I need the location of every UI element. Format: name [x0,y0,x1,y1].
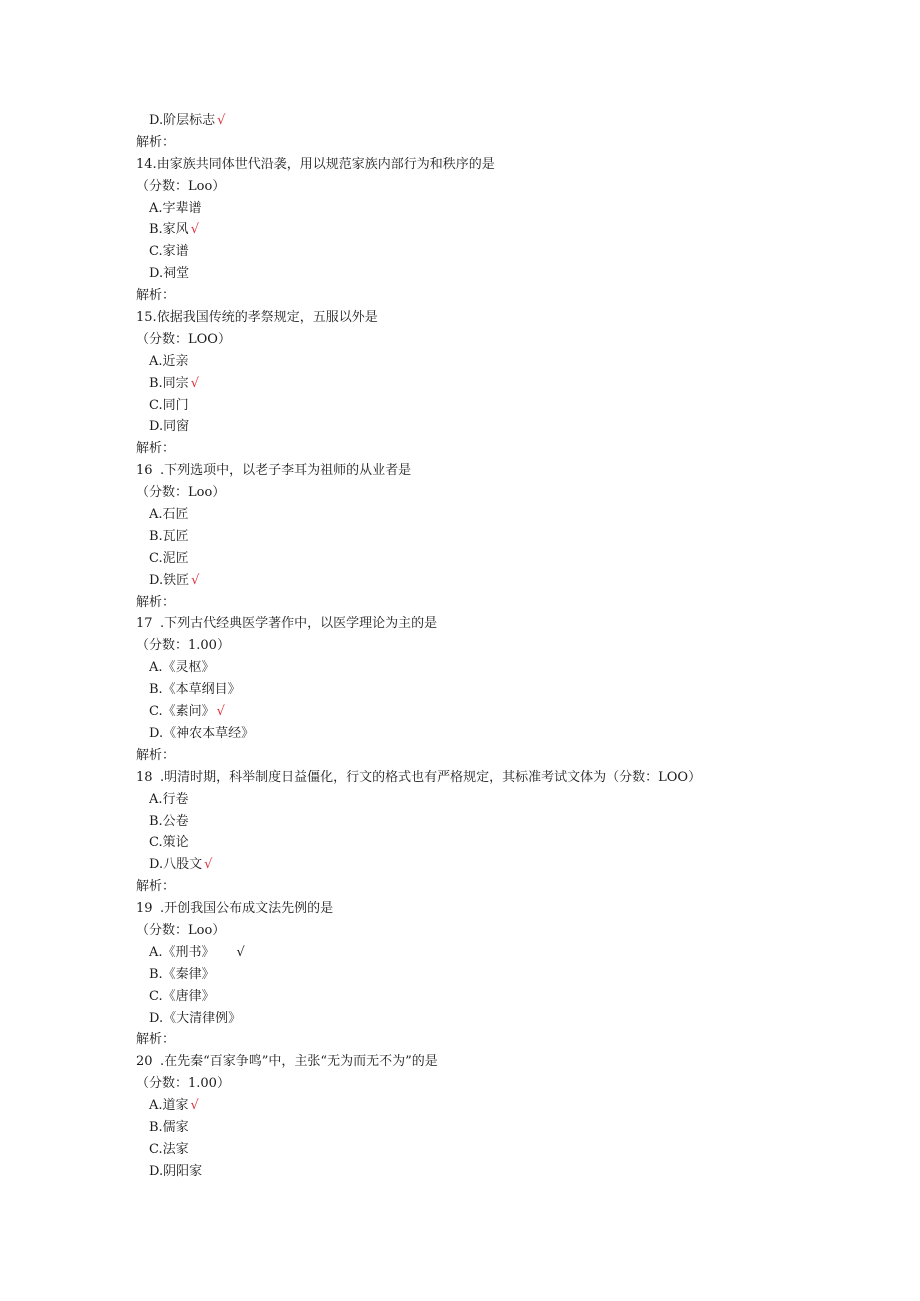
analysis-text: 解析： [136,441,176,457]
answer-option [136,1008,776,1030]
answer-option [136,504,776,526]
answer-option [136,811,776,833]
analysis-label [136,745,776,767]
option-text: A.《灵枢》 [149,660,215,676]
answer-option [136,1117,776,1139]
option-text: C.泥匠 [149,550,189,566]
answer-option [136,832,776,854]
score-text: （分数：LOO） [136,331,231,347]
option-text: A.《刑书》 [149,944,215,960]
answer-option [136,1095,776,1117]
option-text: B.瓦匠 [149,528,189,544]
option-text: D.阶层标志 [149,113,216,128]
answer-option [136,526,776,548]
score-text: （分数：1.00） [136,1076,230,1092]
question-text: .明清时期，科举制度日益僵化，行文的格式也有严格规定，其标准考试文体为（分数：LOO） [160,769,702,785]
answer-option [136,241,776,263]
option-text: C.策论 [149,835,189,851]
answer-option [136,263,776,285]
answer-option [136,198,776,220]
question-number: 17 [136,616,153,632]
answer-option [136,679,776,701]
question-number: 14. [136,156,157,172]
question-stem [136,898,776,920]
score-text: （分数：Loo） [136,178,226,194]
answer-option [136,416,776,438]
question-score [136,329,776,351]
question-stem [136,307,776,329]
analysis-text: 解析： [136,879,176,895]
question-stem [136,1051,776,1073]
option-text: D.阴阳家 [149,1163,203,1179]
analysis-label [136,1029,776,1051]
option-text: A.近亲 [149,353,189,369]
option-text: D.《大清律例》 [149,1010,242,1026]
question-number: 16 [136,463,153,479]
answer-option [136,964,776,986]
question-number: 15. [136,310,157,326]
option-text: C.家谱 [149,244,189,260]
answer-option [136,1161,776,1183]
answer-option [136,110,776,132]
option-text: D.铁匠 [149,572,190,588]
option-text: B.儒家 [149,1119,189,1135]
option-text: C.法家 [149,1141,189,1157]
option-text: B.同宗 [149,375,189,391]
answer-option [136,701,776,723]
correct-answer-check-icon: √ [204,857,213,873]
answer-option [136,351,776,373]
option-text: A.石匠 [149,507,189,523]
correct-answer-check-icon: √ [190,222,199,238]
option-text: D.《神农本草经》 [149,725,255,741]
correct-answer-check-icon: √ [217,113,226,128]
analysis-label [136,132,776,154]
answer-option [136,1139,776,1161]
correct-answer-check-icon: √ [191,572,200,588]
question-score [136,920,776,942]
score-text: （分数：1.00） [136,638,230,654]
answer-option [136,723,776,745]
option-text: B.公卷 [149,813,189,829]
answer-option [136,854,776,876]
option-text: D.同窗 [149,419,190,435]
answer-option [136,986,776,1008]
question-score [136,1073,776,1095]
analysis-text: 解析： [136,288,176,304]
correct-answer-check-icon: √ [190,1098,199,1114]
answer-option [136,570,776,592]
analysis-text: 解析： [136,594,176,610]
question-number: 20 [136,1054,153,1070]
option-text: C.《唐律》 [149,988,215,1004]
analysis-text: 解析： [136,134,176,150]
question-number: 19 [136,901,153,917]
correct-answer-check-icon: √ [236,944,245,960]
option-text: B.《本草纲目》 [149,682,241,698]
analysis-label [136,285,776,307]
answer-option [136,373,776,395]
option-text: D.祠堂 [149,266,190,282]
score-text: （分数：Loo） [136,922,226,938]
answer-option [136,657,776,679]
correct-answer-check-icon: √ [216,704,225,720]
option-text: C.《素问》 [149,704,215,720]
question-text: 依据我国传统的孝祭规定，五服以外是 [156,310,378,326]
option-text: B.《秦律》 [149,966,215,982]
score-text: （分数：Loo） [136,485,226,501]
question-stem [136,767,776,789]
question-number: 18 [136,769,153,785]
analysis-label [136,438,776,460]
answer-option [136,219,776,241]
question-stem [136,154,776,176]
option-text: A.行卷 [149,791,189,807]
answer-option [136,395,776,417]
question-score [136,482,776,504]
question-score [136,635,776,657]
question-stem [136,613,776,635]
answer-option [136,789,776,811]
option-text: A.字辈谱 [149,200,202,216]
question-text: .在先秦“百家争鸣”中，主张“无为而无不为”的是 [160,1054,438,1070]
analysis-text: 解析： [136,747,176,763]
question-text: .开创我国公布成文法先例的是 [160,901,334,917]
analysis-text: 解析： [136,1032,176,1048]
answer-option [136,548,776,570]
answer-option [136,942,776,964]
option-text: A.道家 [149,1098,189,1114]
analysis-label [136,592,776,614]
question-stem [136,460,776,482]
question-text: .下列选项中，以老子李耳为祖师的从业者是 [160,463,412,479]
question-text: .下列古代经典医学著作中，以医学理论为主的是 [160,616,438,632]
option-text: B.家风 [149,222,189,238]
question-text: 由家族共同体世代沿袭，用以规范家族内部行为和秩序的是 [156,156,495,172]
analysis-label [136,876,776,898]
option-text: D.八股文 [149,857,203,873]
question-score [136,176,776,198]
exam-content [136,110,776,1183]
option-text: C.同门 [149,397,189,413]
correct-answer-check-icon: √ [190,375,199,391]
